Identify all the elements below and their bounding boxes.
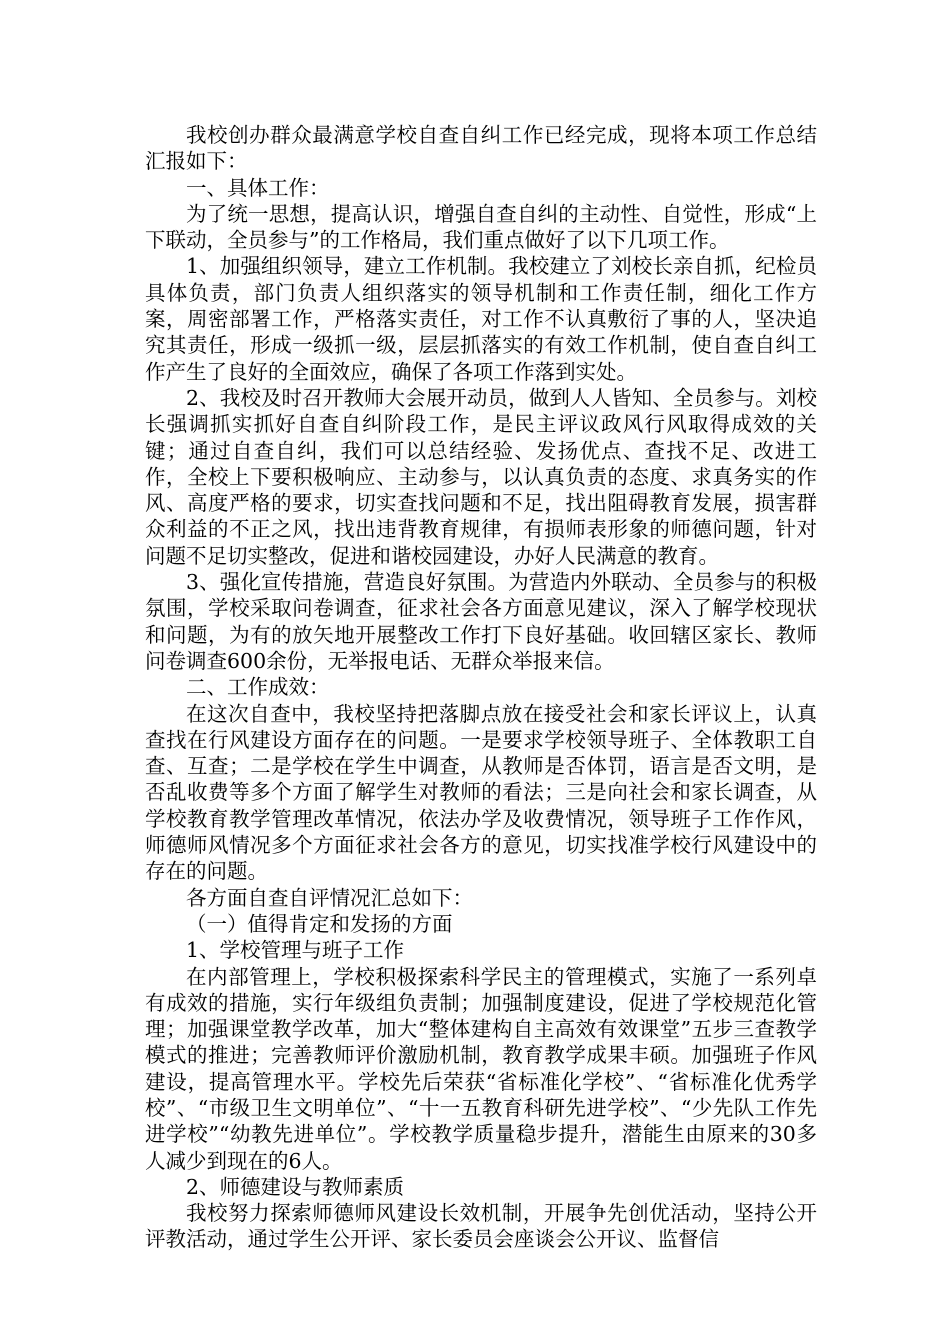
body-paragraph: 在内部管理上，学校积极探索科学民主的管理模式，实施了一系列卓有成效的措施，实行年级组负责制；加强制度建设，促进了学校规范化管理；加强课堂教学改革，加大“整体建构自主高效有效课堂”五步三查教学模式的推进；完善教师评价激励机制，教育教学成果丰硕。加强班子作风建设，提高管理水平。学校先后荣获“省标准化学校”、“省标准化优秀学校”、“市级卫生文明单位”、“十一五教育科研先进学校”、“少先队工作先进学校”“幼教先进单位”。学校教学质量稳步提升，潜能生由原来的30多人减少到现在的6人。 xyxy=(145,964,817,1173)
body-paragraph: 2、我校及时召开教师大会展开动员，做到人人皆知、全员参与。刘校长强调抓实抓好自查自纠阶段工作，是民主评议政风行风取得成效的关键；通过自查自纠，我们可以总结经验、发扬优点、查找不足、改进工作，全校上下要积极响应、主动参与，以认真负责的态度、求真务实的作风、高度严格的要求，切实查找问题和不足，找出阻碍教育发展，损害群众利益的不正之风，找出违背教育规律，有损师表形象的师德问题，针对问题不足切实整改，促进和谐校园建设，办好人民满意的教育。 xyxy=(145,385,817,568)
body-paragraph: 各方面自查自评情况汇总如下： xyxy=(186,885,473,910)
subsection-heading: 1、学校管理与班子工作 xyxy=(186,938,405,963)
body-paragraph: 为了统一思想，提高认识，增强自查自纠的主动性、自觉性，形成“上下联动，全员参与”的工作格局，我们重点做好了以下几项工作。 xyxy=(145,201,817,253)
subsection-heading: （一）值得肯定和发扬的方面 xyxy=(186,911,453,936)
intro-paragraph: 我校创办群众最满意学校自查自纠工作已经完成，现将本项工作总结汇报如下： xyxy=(145,123,817,174)
section-heading-specific-work: 一、具体工作： xyxy=(186,175,330,200)
document-body xyxy=(145,122,817,1253)
body-paragraph: 在这次自查中，我校坚持把落脚点放在接受社会和家长评议上，认真查找在行风建设方面存在的问题。一是要求学校领导班子、全体教职工自查、互查；二是学校在学生中调查，从教师是否体罚，语言是否文明，是否乱收费等多个方面了解学生对教师的看法；三是向社会和家长调查，从学校教育教学管理改革情况，依法办学及收费情况，领导班子工作作风，师德师风情况多个方面征求社会各方的意见，切实找准学校行风建设中的存在的问题。 xyxy=(145,701,817,884)
subsection-heading: 2、师德建设与教师素质 xyxy=(186,1174,405,1199)
body-paragraph: 1、加强组织领导，建立工作机制。我校建立了刘校长亲自抓，纪检员具体负责，部门负责人组织落实的领导机制和工作责任制，细化工作方案，周密部署工作，严格落实责任，对工作不认真敷衍了事的人，坚决追究其责任，形成一级抓一级，层层抓落实的有效工作机制，使自查自纠工作产生了良好的全面效应，确保了各项工作落到实处。 xyxy=(145,254,817,384)
section-heading-results: 二、工作成效： xyxy=(186,675,330,700)
body-paragraph: 3、强化宣传措施，营造良好氛围。为营造内外联动、全员参与的积极氛围，学校采取问卷调查，征求社会各方面意见建议，深入了解学校现状和问题，为有的放矢地开展整改工作打下良好基础。收回辖区家长、教师问卷调查600余份，无举报电话、无群众举报来信。 xyxy=(145,570,817,673)
body-paragraph: 我校努力探索师德师风建设长效机制，开展争先创优活动，坚持公开评教活动，通过学生公开评、家长委员会座谈会公开议、监督信 xyxy=(145,1201,817,1252)
